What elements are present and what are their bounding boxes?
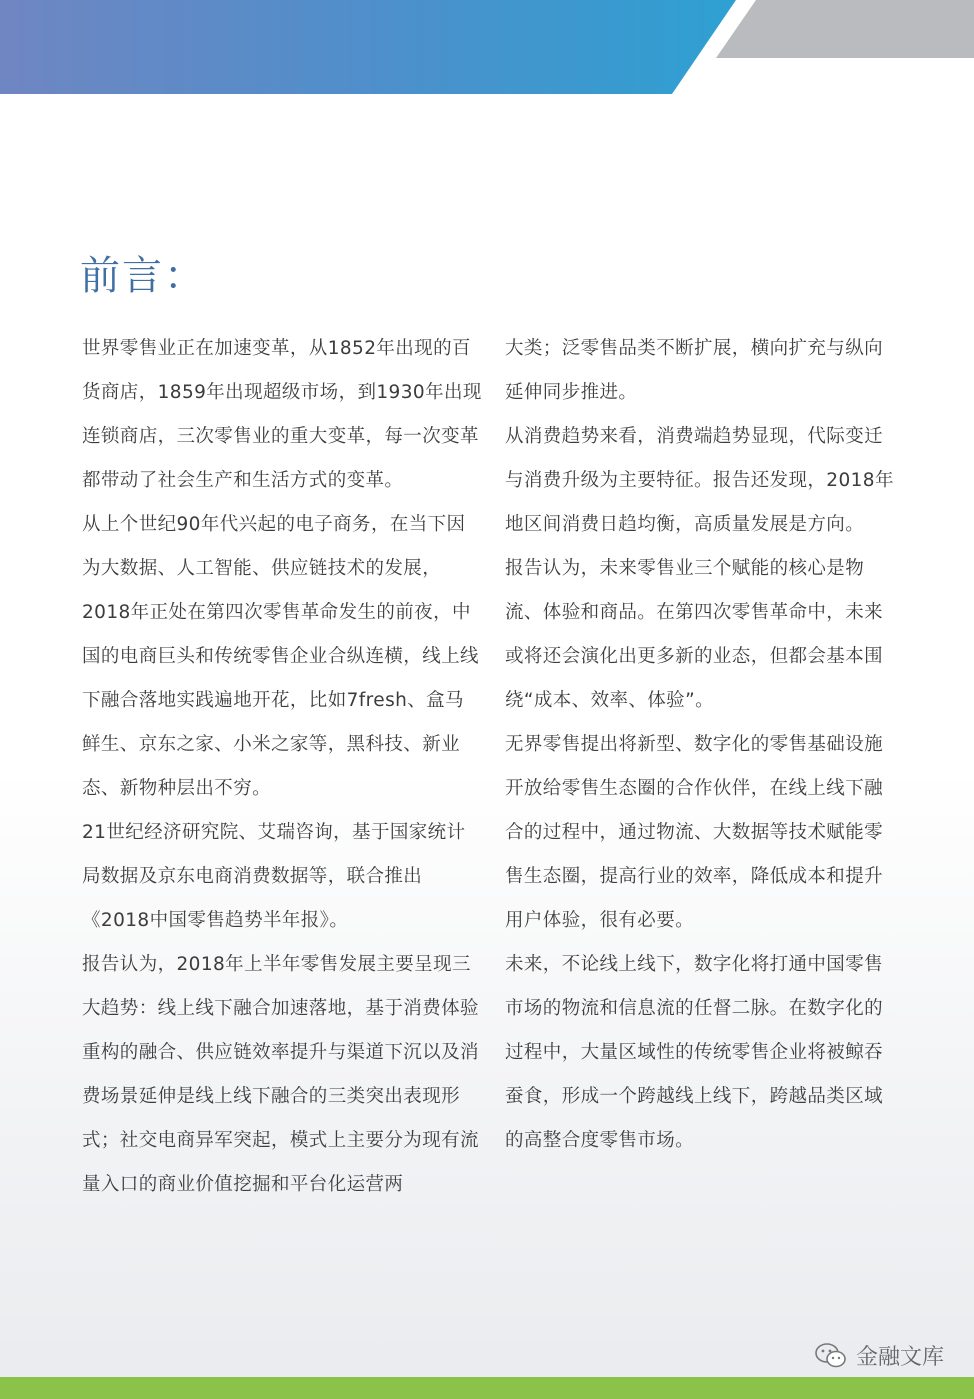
footer-bar xyxy=(0,1377,974,1399)
left-column xyxy=(82,327,482,1207)
right-column xyxy=(505,327,900,1163)
paragraph: 未来，不论线上线下，数字化将打通中国零售市场的物流和信息流的任督二脉。在数字化的过程中，大量区域性的传统零售企业将被鲸吞蚕食，形成一个跨越线上线下，跨越品类区域的高整合度零售市场。 xyxy=(505,954,884,1151)
paragraph: 从消费趋势来看，消费端趋势显现，代际变迁与消费升级为主要特征。报告还发现，2018年地区间消费日趋均衡，高质量发展是方向。 xyxy=(505,426,894,535)
paragraph: 从上个世纪90年代兴起的电子商务，在当下因为大数据、人工智能、供应链技术的发展，2018年正处在第四次零售革命发生的前夜，中国的电商巨头和传统零售企业合纵连横，线上线下融合落地实践遍地开花，比如7fresh、盒马鲜生、京东之家、小米之家等，黑科技、新业态、新物种层出不穷。 xyxy=(82,514,479,799)
paragraph: 大类；泛零售品类不断扩展，横向扩充与纵向延伸同步推进。 xyxy=(505,338,884,403)
wechat-icon xyxy=(814,1342,848,1370)
paragraph: 21世纪经济研究院、艾瑞咨询，基于国家统计局数据及京东电商消费数据等，联合推出《2018中国零售趋势半年报》。 xyxy=(82,822,466,931)
paragraph: 报告认为，2018年上半年零售发展主要呈现三大趋势：线上线下融合加速落地，基于消费体验重构的融合、供应链效率提升与渠道下沉以及消费场景延伸是线上线下融合的三类突出表现形式；社交电商异军突起，模式上主要分为现有流量入口的商业价值挖掘和平台化运营两 xyxy=(82,954,479,1195)
watermark-text: 金融文库 xyxy=(855,1345,944,1370)
paragraph: 无界零售提出将新型、数字化的零售基础设施开放给零售生态圈的合作伙伴，在线上线下融合的过程中，通过物流、大数据等技术赋能零售生态圈，提高行业的效率，降低成本和提升用户体验，很有必要。 xyxy=(505,734,884,931)
watermark xyxy=(814,1340,944,1371)
paragraph: 报告认为，未来零售业三个赋能的核心是物流、体验和商品。在第四次零售革命中，未来或将还会演化出更多新的业态，但都会基本围绕“成本、效率、体验”。 xyxy=(505,558,884,711)
header-banner xyxy=(0,0,974,94)
paragraph: 世界零售业正在加速变革，从1852年出现的百货商店，1859年出现超级市场，到1930年出现连锁商店，三次零售业的重大变革，每一次变革都带动了社会生产和生活方式的变革。 xyxy=(82,338,482,491)
page-title: 前言： xyxy=(80,253,206,299)
